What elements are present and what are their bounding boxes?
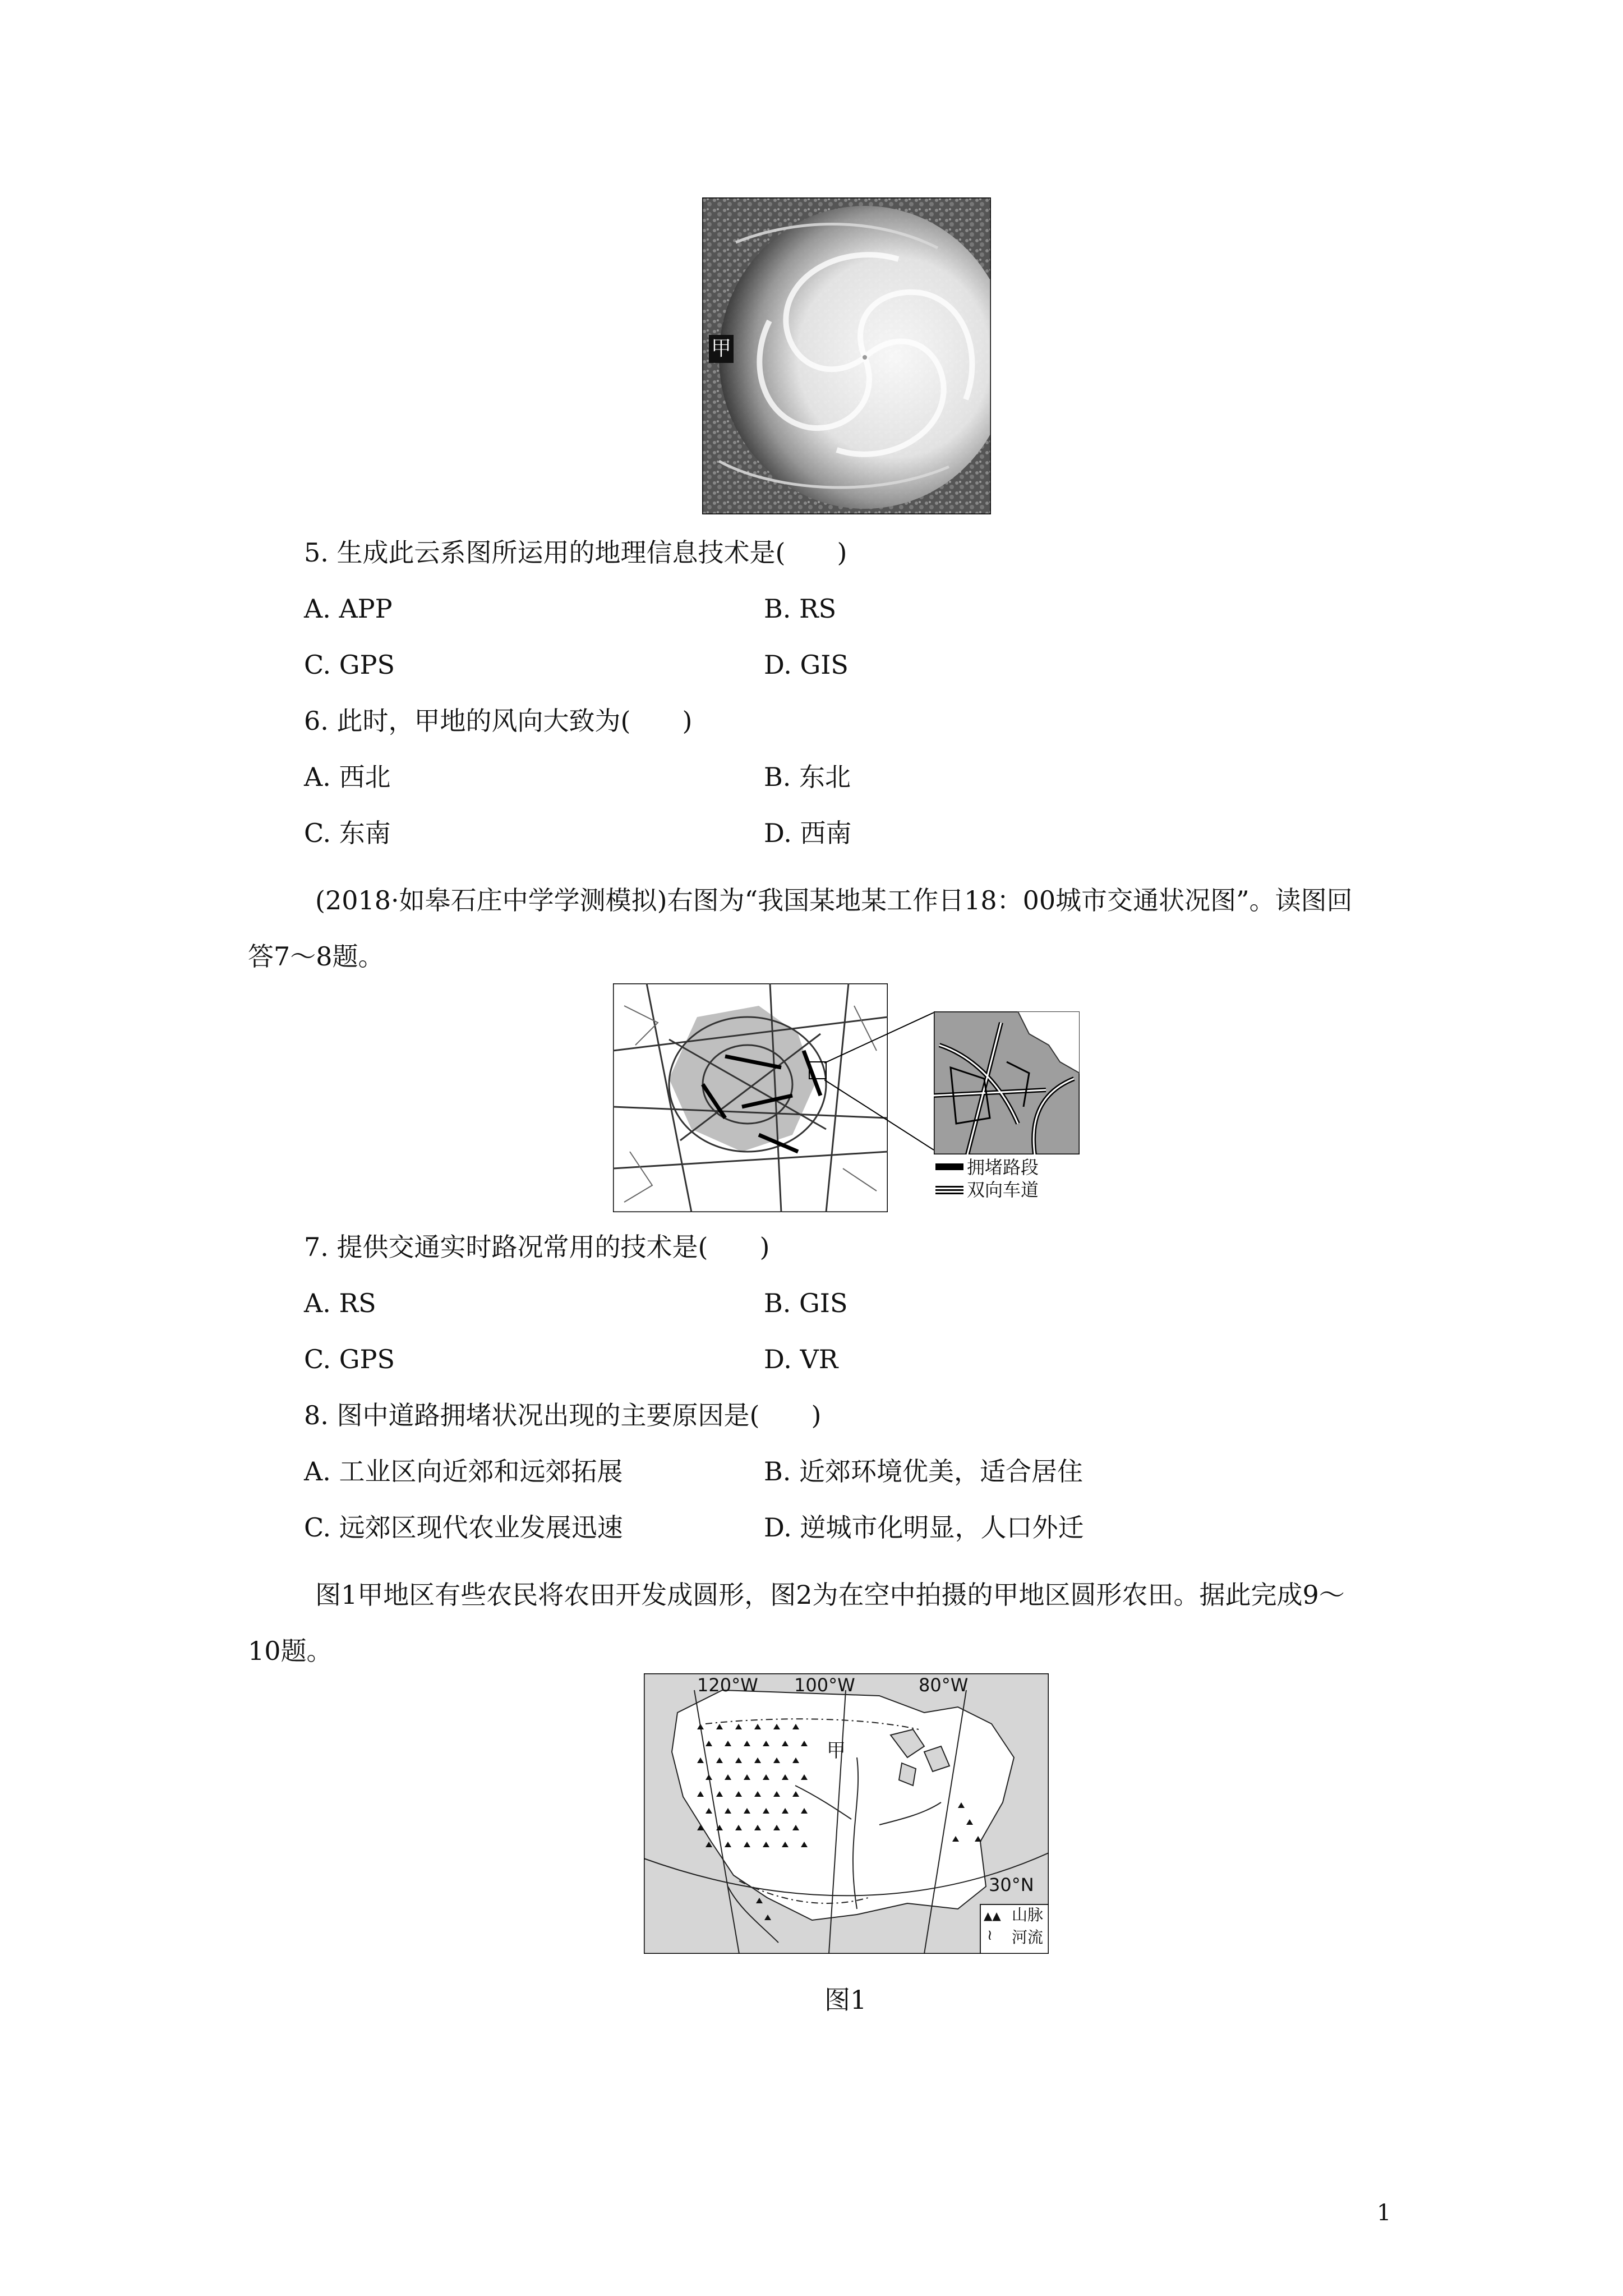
- intro-questions-7-8: (2018·如皋石庄中学学测模拟)右图为“我国某地某工作日18：00城市交通状况图”。读图回答7～8题。: [248, 885, 1353, 972]
- q6-stem: 6. 此时，甲地的风向大致为( ): [304, 706, 693, 736]
- legend-mountain-icon: ▲▲: [984, 1909, 1001, 1922]
- traffic-legend: [935, 1157, 1104, 1213]
- q7-option-b: B. GIS: [764, 1288, 848, 1318]
- q7-option-c: C. GPS: [304, 1344, 395, 1374]
- page-number: 1: [1377, 2200, 1391, 2226]
- q6-option-b: B. 东北: [764, 762, 851, 792]
- us-map: [644, 1673, 1049, 1954]
- q8-option-d: D. 逆城市化明显，人口外迁: [764, 1512, 1084, 1543]
- legend-congested-road: 拥堵路段: [967, 1157, 1039, 1178]
- traffic-inset: [934, 1011, 1080, 1154]
- lon-label-100w: 100°W: [794, 1674, 855, 1696]
- lon-label-80w: 80°W: [919, 1674, 969, 1696]
- q5-option-b: B. RS: [764, 593, 837, 624]
- legend-river-icon: ≀: [987, 1927, 993, 1944]
- q6-option-d: D. 西南: [764, 818, 852, 848]
- q8-option-b: B. 近郊环境优美，适合居住: [764, 1456, 1083, 1487]
- q5-option-a: A. APP: [304, 593, 393, 624]
- q6-option-c: C. 东南: [304, 818, 391, 848]
- q8-stem: 8. 图中道路拥堵状况出现的主要原因是( ): [304, 1400, 822, 1430]
- q8-option-a: A. 工业区向近郊和远郊拓展: [304, 1456, 623, 1487]
- q5-option-d: D. GIS: [764, 650, 849, 680]
- legend-river: 河流: [1012, 1928, 1044, 1947]
- lon-label-120w: 120°W: [697, 1674, 758, 1696]
- q7-stem: 7. 提供交通实时路况常用的技术是( ): [304, 1232, 770, 1262]
- figure-1-caption: 图1: [824, 1985, 867, 2015]
- inset-connector: [824, 1010, 937, 1156]
- q5-stem: 5. 生成此云系图所运用的地理信息技术是( ): [304, 537, 847, 568]
- q6-option-a: A. 西北: [304, 762, 391, 792]
- intro-questions-9-10: 图1甲地区有些农民将农田开发成圆形，图2为在空中拍摄的甲地区圆形农田。据此完成9～10题。: [248, 1580, 1345, 1666]
- lat-label-30n: 30°N: [989, 1874, 1034, 1895]
- cloud-marker-label: 甲: [709, 335, 734, 363]
- cloud-image: [702, 197, 991, 514]
- legend-mountain: 山脉: [1012, 1906, 1044, 1924]
- q8-option-c: C. 远郊区现代农业发展迅速: [304, 1512, 623, 1543]
- q7-option-d: D. VR: [764, 1344, 838, 1374]
- map-marker-jia: 甲: [827, 1740, 846, 1762]
- q5-option-c: C. GPS: [304, 650, 395, 680]
- q7-option-a: A. RS: [304, 1288, 376, 1318]
- legend-two-way-lane: 双向车道: [967, 1179, 1039, 1200]
